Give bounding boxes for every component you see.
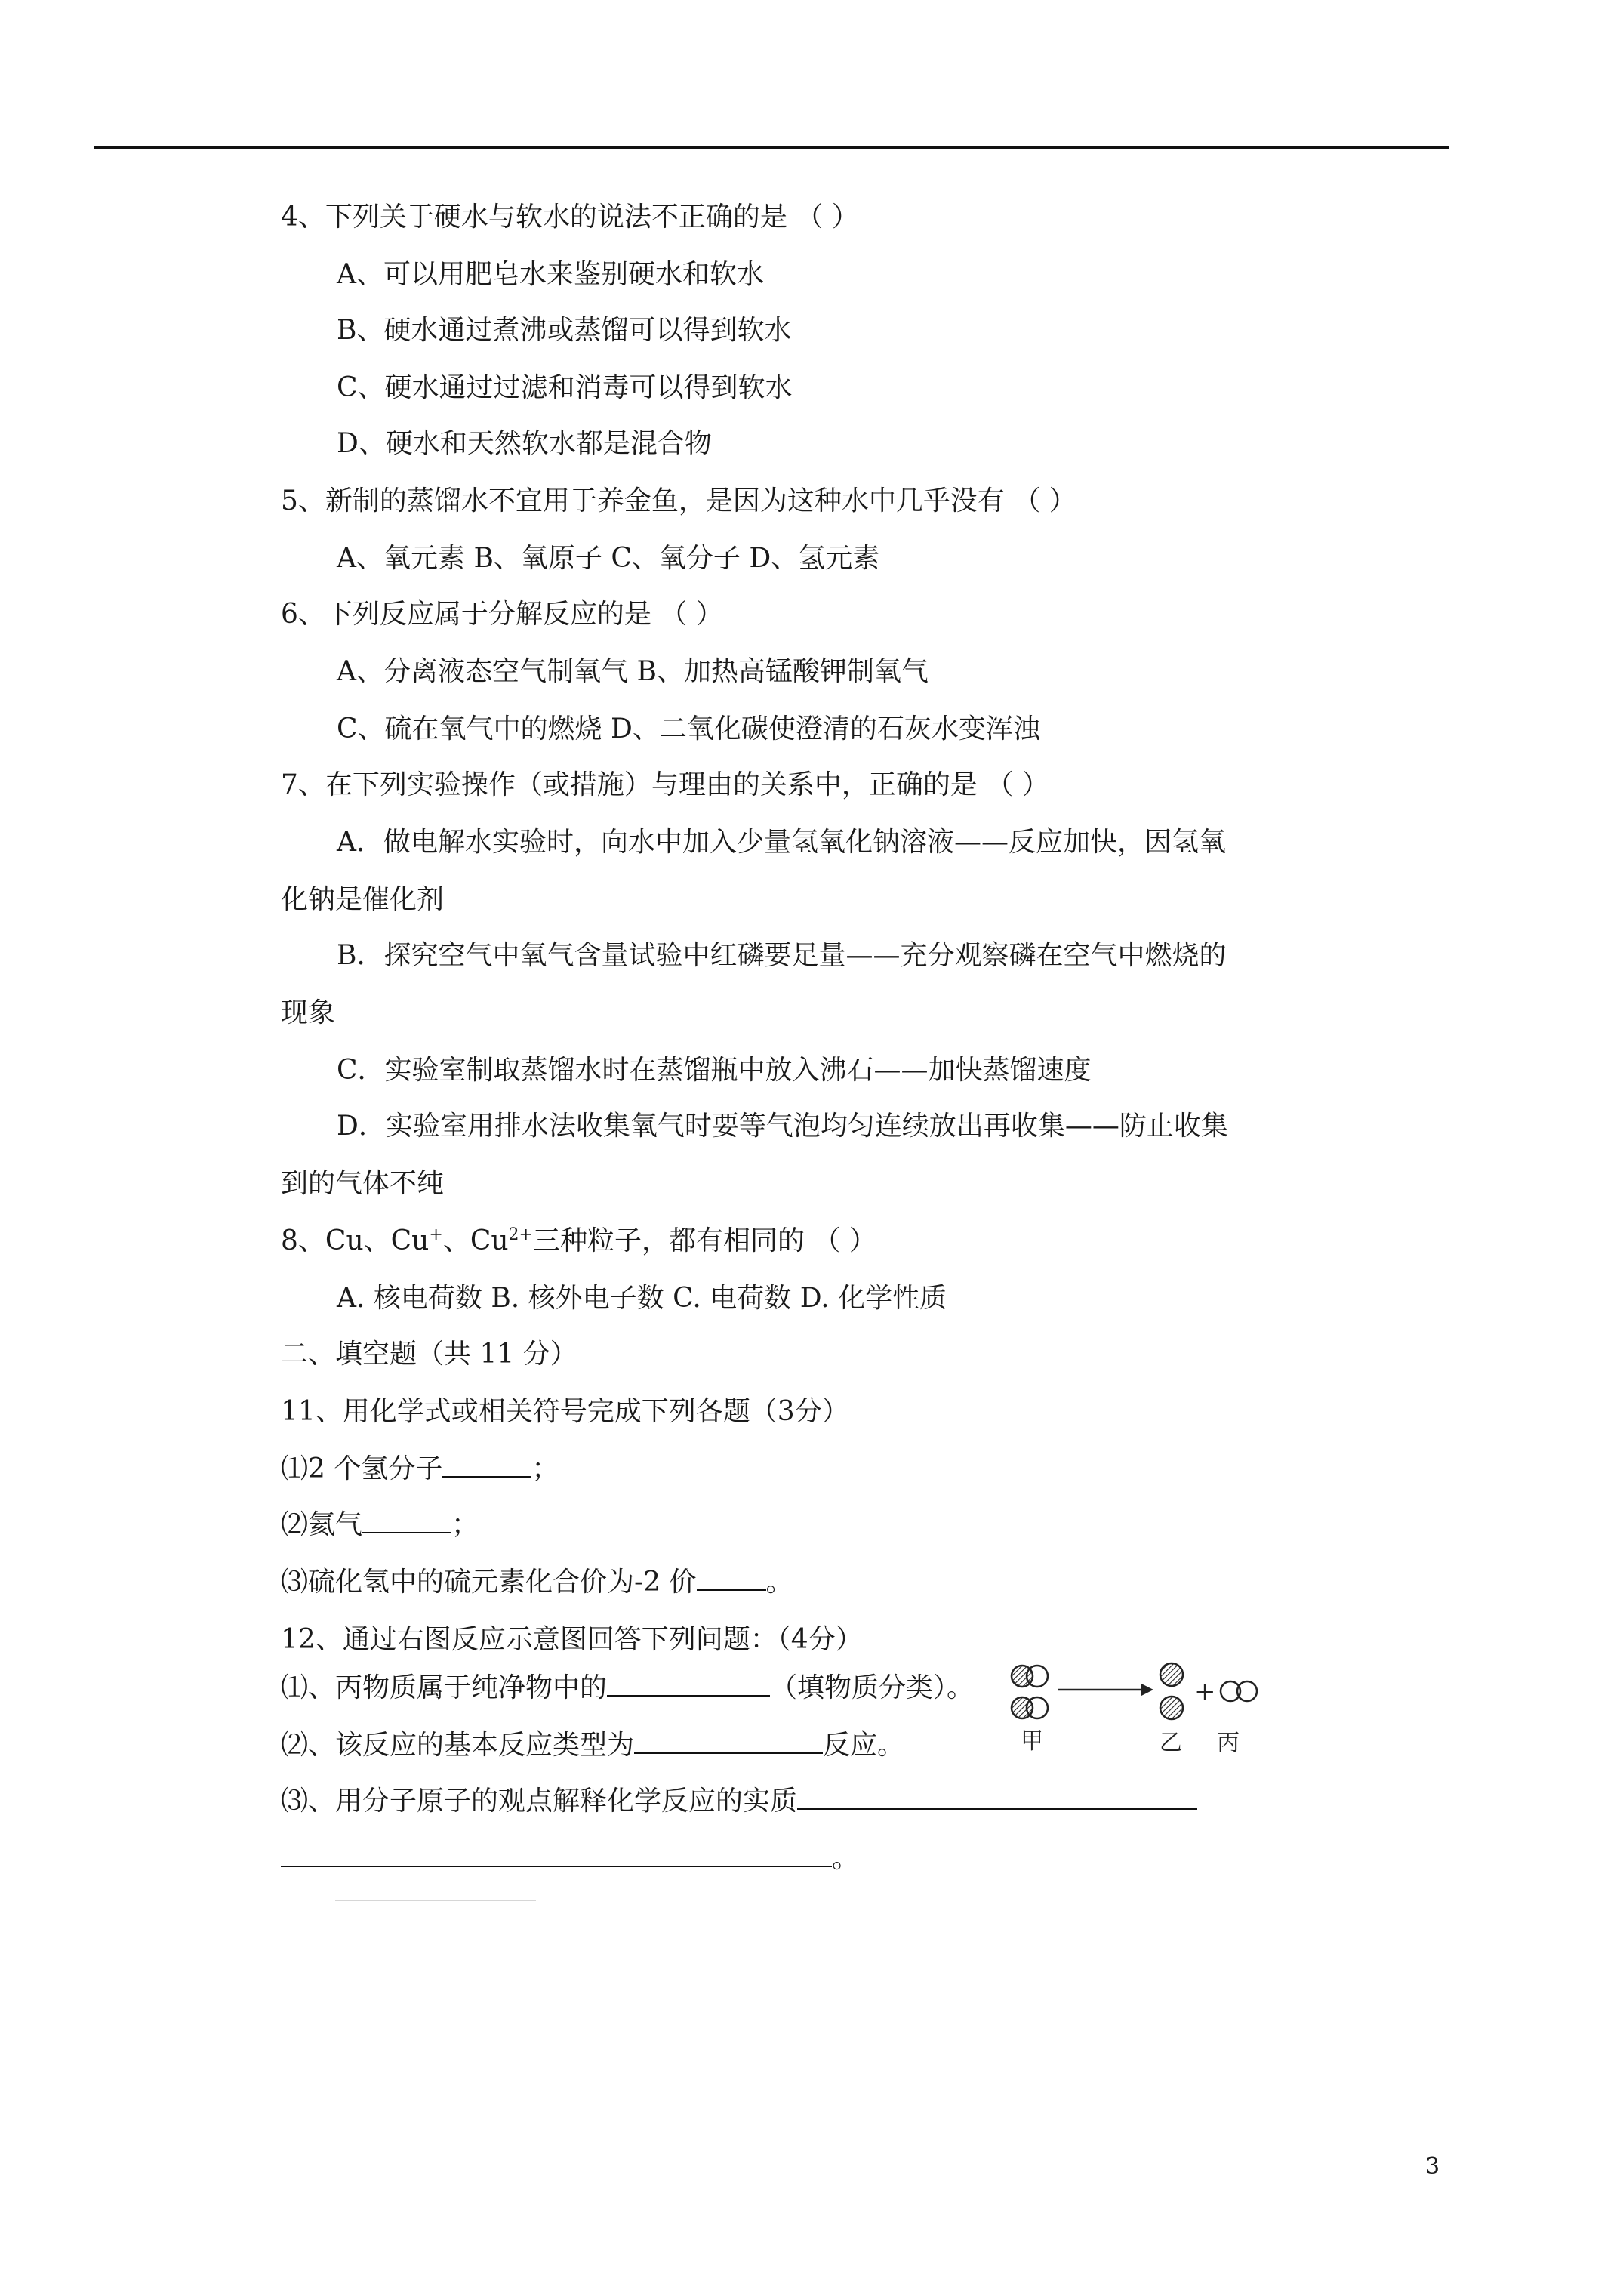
label-yi: 乙 [1160,1730,1182,1756]
q4-option-d: D、硬水和天然软水都是混合物 [337,428,712,459]
q11-part-3 [281,1566,793,1599]
q11-part-2-blank[interactable] [362,1509,451,1533]
q7-option-a-line2: 化钠是催化剂 [281,884,445,915]
q11-part-2 [281,1509,479,1542]
q7-option-b-line1: B．探究空气中氧气含量试验中红磷要足量——充分观察磷在空气中燃烧的 [337,940,1227,971]
q12-part-3-cont [281,1842,859,1875]
label-jia: 甲 [1021,1728,1043,1755]
q7-option-c: C．实验室制取蒸馏水时在蒸馏瓶中放入沸石——加快蒸馏速度 [337,1055,1092,1086]
q4-option-a: A、可以用肥皂水来鉴别硬水和软水 [337,259,764,290]
q8-stem-post: 三种粒子，都有相同的 （ ） [532,1225,876,1256]
q11-part-3-blank[interactable] [697,1567,766,1591]
page-number: 3 [1425,2153,1440,2180]
reaction-diagram [1004,1646,1276,1759]
q12-part-1-blank[interactable] [607,1672,770,1697]
label-bing: 丙 [1217,1730,1240,1756]
q4-option-c: C、硬水通过过滤和消毒可以得到软水 [337,372,793,403]
q7-option-a-line1: A．做电解水实验时，向水中加入少量氢氧化钠溶液——反应加快，因氢氧 [337,827,1226,858]
q12-part-1-text: ⑴、丙物质属于纯净物中的 [281,1672,608,1703]
q12-stem: 12、通过右图反应示意图回答下列问题：（4分） [281,1624,863,1655]
section-2-title: 二、填空题（共 11 分） [281,1339,577,1370]
q8-stem-pre: 8、Cu、Cu [281,1225,430,1256]
q11-part-1-blank[interactable] [442,1453,531,1478]
q8-sup-1: + [429,1225,443,1244]
q12-part-2-blank[interactable] [634,1730,823,1754]
reactant-jia-molecules [1012,1666,1048,1718]
q7-option-d-line1: D．实验室用排水法收集氧气时要等气泡均匀连续放出再收集——防止收集 [337,1111,1228,1142]
faint-rule [335,1900,536,1901]
reaction-arrow [1058,1684,1153,1696]
q11-part-3-text: ⑶硫化氢中的硫元素化合价为-2 价 [281,1567,697,1598]
q7-option-b-line2: 现象 [281,997,336,1028]
plus-sign: + [1194,1677,1216,1707]
q7-option-d-line2: 到的气体不纯 [281,1168,445,1199]
q8-sup-2: 2+ [508,1225,533,1244]
q5-stem: 5、新制的蒸馏水不宜用于养金鱼，是因为这种水中几乎没有 （ ） [281,485,1076,516]
q11-part-1 [281,1453,559,1486]
q12-part-1 [281,1672,974,1705]
q11-part-1-text: ⑴2 个氢分子 [281,1453,443,1484]
q8-stem [281,1225,876,1258]
q12-part-3 [281,1785,1197,1818]
q11-part-1-end: ； [531,1453,559,1484]
q6-options-cd: C、硫在氧气中的燃烧 D、二氧化碳使澄清的石灰水变浑浊 [337,713,1040,744]
q5-options: A、氧元素 B、氧原子 C、氧分子 D、氢元素 [337,543,880,574]
q12-part-3-blank-line1[interactable] [797,1786,1197,1810]
q12-part-3-text: ⑶、用分子原子的观点解释化学反应的实质 [281,1786,798,1817]
q4-stem: 4、下列关于硬水与软水的说法不正确的是 （ ） [281,202,859,233]
q6-options-ab: A、分离液态空气制氧气 B、加热高锰酸钾制氧气 [337,656,929,687]
q12-part-2 [281,1729,904,1762]
q6-stem: 6、下列反应属于分解反应的是 （ ） [281,599,723,630]
q4-option-b: B、硬水通过煮沸或蒸馏可以得到软水 [337,315,792,346]
header-rule [94,146,1449,149]
q11-part-2-text: ⑵氦气 [281,1509,363,1540]
product-bing-molecule [1221,1681,1257,1701]
q11-part-2-end: ； [451,1509,479,1540]
q11-stem: 11、用化学式或相关符号完成下列各题（3分） [281,1396,849,1427]
product-yi-atoms [1160,1663,1183,1719]
q12-part-3-blank-line2[interactable] [281,1843,832,1867]
q12-part-2-text: ⑵、该反应的基本反应类型为 [281,1730,635,1761]
q8-options: A. 核电荷数 B. 核外电子数 C. 电荷数 D. 化学性质 [337,1283,947,1314]
q11-part-3-end: 。 [765,1567,793,1598]
q7-stem: 7、在下列实验操作（或措施）与理由的关系中，正确的是 （ ） [281,769,1049,800]
q8-stem-mid: 、Cu [442,1225,509,1256]
q12-part-1-end: （填物质分类）。 [770,1672,975,1703]
q12-part-2-end: 反应。 [823,1730,905,1761]
q12-part-3-end: 。 [832,1843,860,1874]
